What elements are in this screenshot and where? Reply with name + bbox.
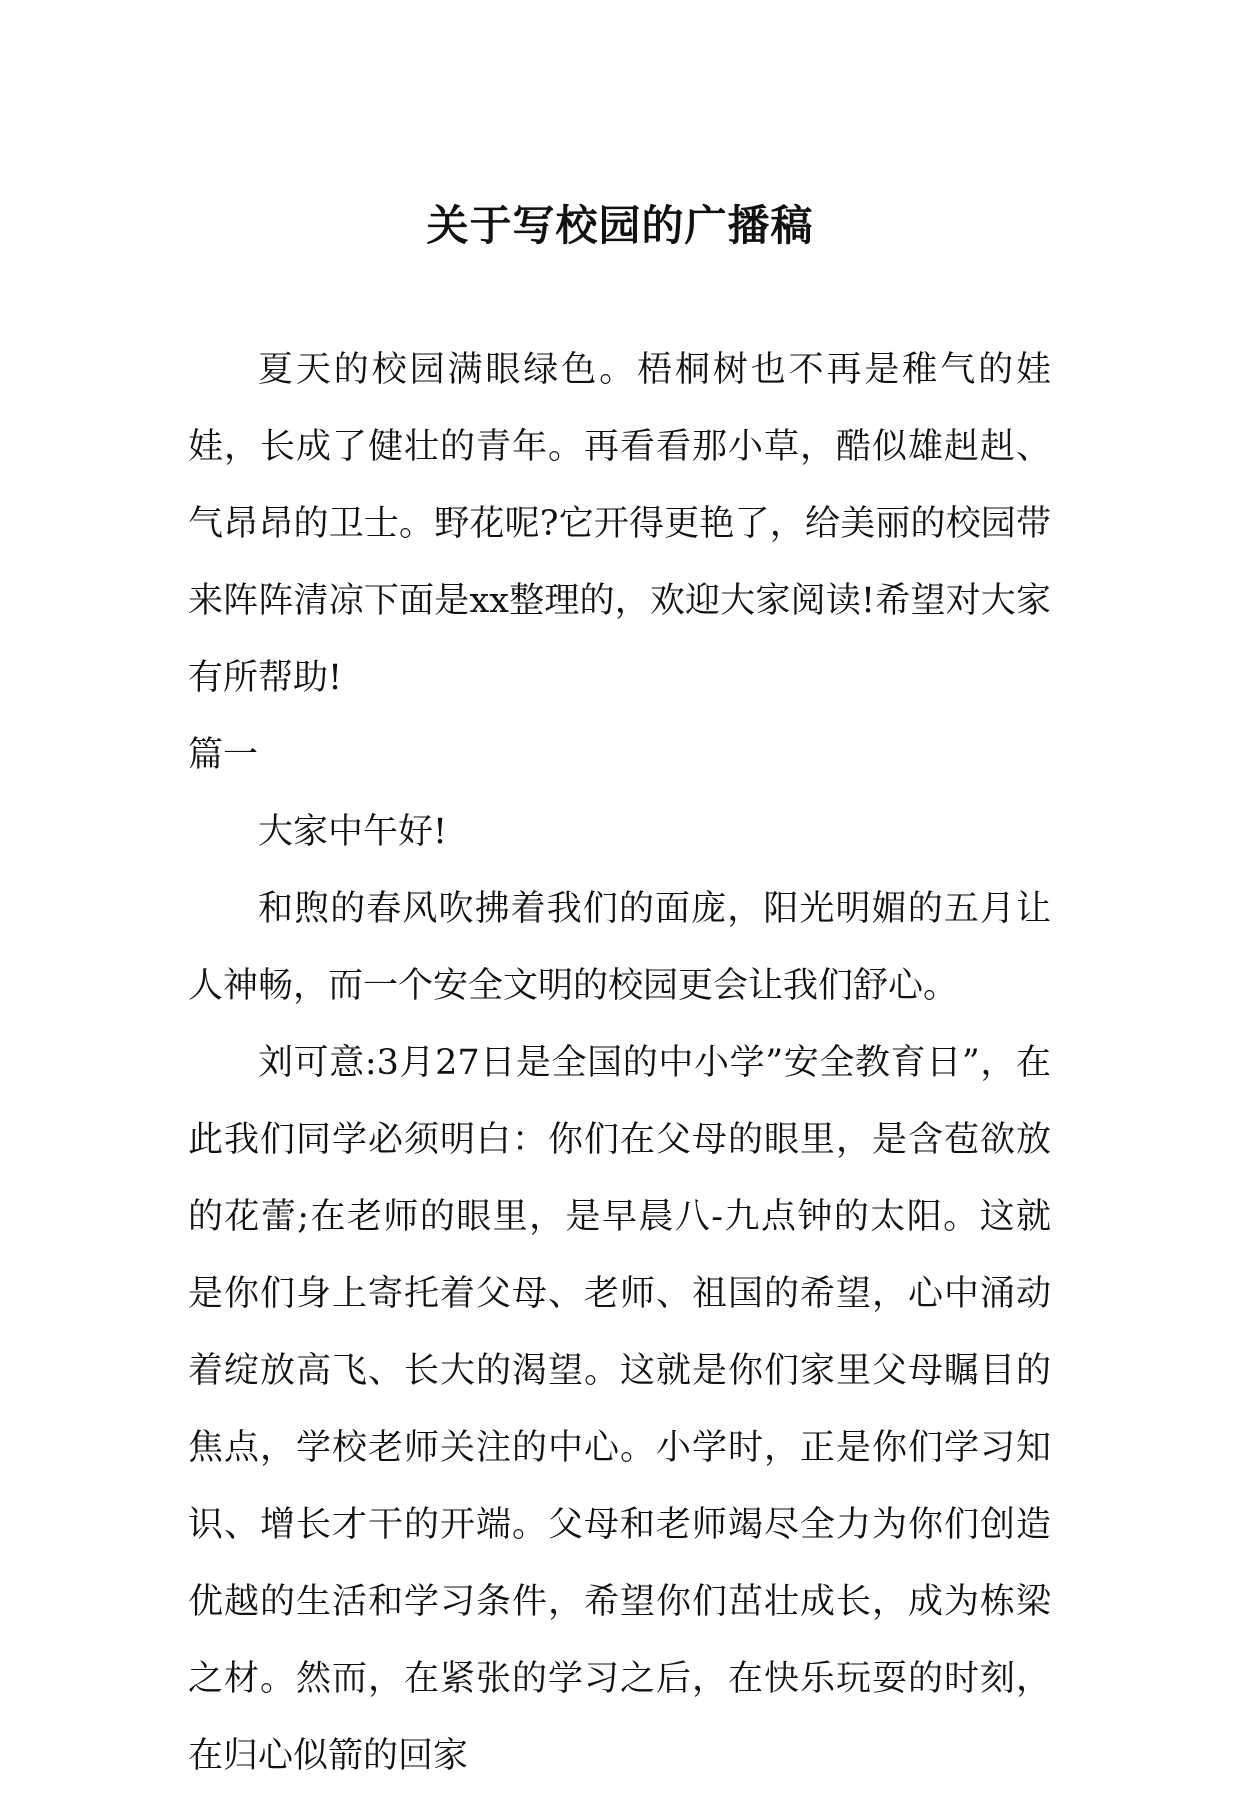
document-body <box>188 332 1051 1795</box>
paragraph-intro: 夏天的校园满眼绿色。梧桐树也不再是稚气的娃娃，长成了健壮的青年。再看看那小草，酷似雄赳赳、气昂昂的卫士。野花呢?它开得更艳了，给美丽的校园带来阵阵清凉下面是xx整理的，欢迎大家阅读!希望对大家有所帮助! <box>188 350 1051 698</box>
section-heading: 篇一 <box>188 735 259 775</box>
page-title: 关于写校园的广播稿 <box>426 201 814 251</box>
paragraph-safety-day: 刘可意:3月27日是全国的中小学”安全教育日”，在此我们同学必须明白：你们在父母的眼里，是含苞欲放的花蕾;在老师的眼里，是早晨八-九点钟的太阳。这就是你们身上寄托着父母、老师、祖国的希望，心中涌动着绽放高飞、长大的渴望。这就是你们家里父母瞩目的焦点，学校老师关注的中心。小学时，正是你们学习知识、增长才干的开端。父母和老师竭尽全力为你们创造优越的生活和学习条件，希望你们茁壮成长，成为栋梁之材。然而，在紧张的学习之后，在快乐玩耍的时刻，在归心似箭的回家 <box>188 1043 1051 1776</box>
paragraph-spring: 和煦的春风吹拂着我们的面庞，阳光明媚的五月让人神畅，而一个安全文明的校园更会让我们舒心。 <box>188 889 1051 1006</box>
paragraph-greeting: 大家中午好! <box>258 812 448 852</box>
